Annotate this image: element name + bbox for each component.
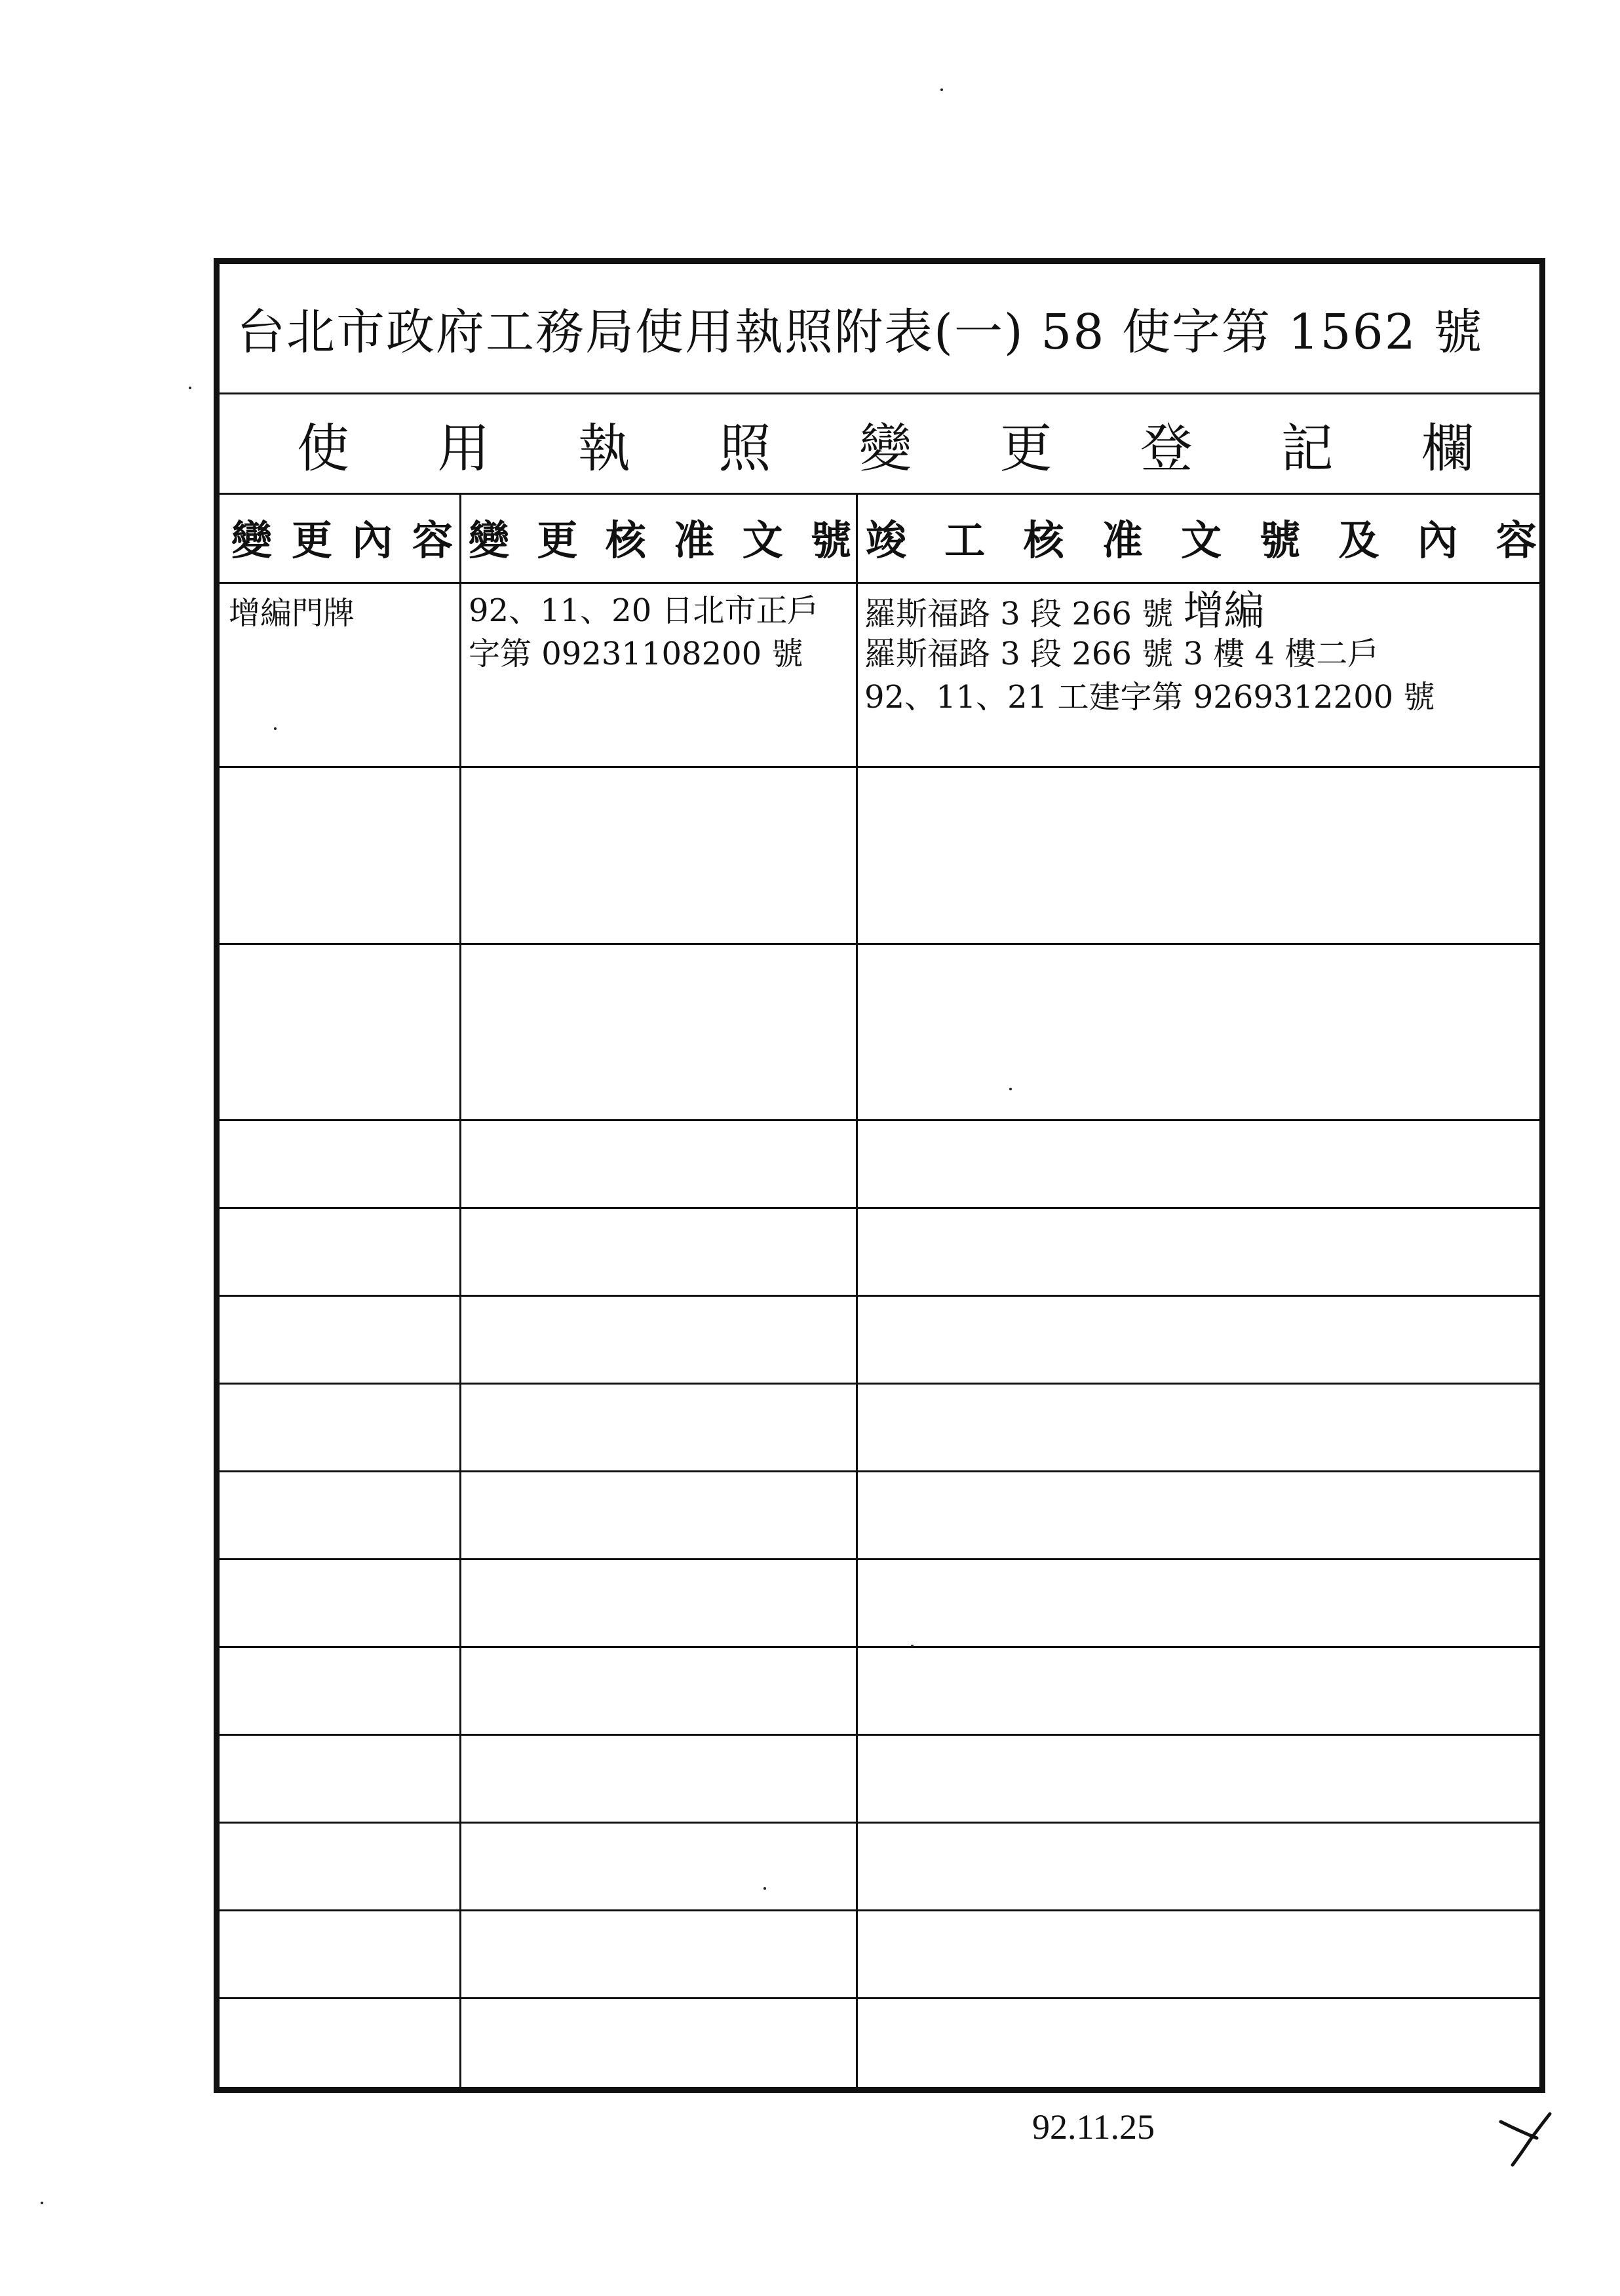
header-char: 變 [469, 516, 510, 564]
header-divider [220, 582, 1539, 584]
header-char: 工 [944, 516, 986, 564]
header-char: 竣 [866, 516, 907, 564]
entry-approval-no-line1: 92、11、20 日北市正戶 [469, 592, 819, 629]
handwritten-mark [1494, 2102, 1560, 2174]
header-char: 文 [742, 516, 783, 564]
entry-completion-line3: 92、11、21 工建字第 9269312200 號 [864, 679, 1435, 716]
row-divider [220, 1295, 1539, 1297]
header-char: 容 [1495, 516, 1537, 564]
column-divider [459, 493, 461, 2087]
scan-speck [911, 1645, 914, 1647]
entry-completion-line1 [864, 586, 1265, 636]
col-header-approval-no [466, 495, 854, 579]
row-divider [220, 1909, 1539, 1911]
row-divider [220, 1470, 1539, 1472]
header-char: 准 [1102, 516, 1143, 564]
row-divider [220, 1383, 1539, 1385]
subtitle-char: 用 [437, 417, 490, 479]
subtitle-char: 照 [718, 417, 771, 479]
header-char: 號 [1260, 516, 1301, 564]
subtitle-char: 登 [1140, 417, 1193, 479]
scan-speck [41, 2202, 43, 2204]
column-divider [856, 493, 858, 2087]
header-char: 更 [291, 516, 332, 564]
header-char: 容 [412, 516, 453, 564]
row-divider [220, 1119, 1539, 1121]
header-char: 核 [605, 516, 646, 564]
row-divider [220, 1997, 1539, 1999]
entry-completion-line2: 羅斯福路 3 段 266 號 3 樓 4 樓二戶 [864, 636, 1379, 672]
entry-approval-no-line2: 字第 09231108200 號 [469, 636, 803, 672]
row-divider [220, 943, 1539, 945]
subtitle-char: 執 [578, 417, 630, 479]
header-char: 內 [1417, 516, 1458, 564]
col-header-change-content [229, 495, 455, 579]
row-divider [220, 1558, 1539, 1560]
row-divider [220, 1207, 1539, 1209]
footer-date: 92.11.25 [1032, 2107, 1155, 2147]
scan-speck [1009, 1088, 1012, 1090]
row-divider [220, 766, 1539, 768]
header-char: 變 [231, 516, 273, 564]
usage-license-form [214, 258, 1545, 2093]
row-divider [220, 1646, 1539, 1648]
header-char: 文 [1180, 516, 1222, 564]
subtitle-char: 變 [859, 417, 912, 479]
subtitle-char: 更 [999, 417, 1052, 479]
row-divider [220, 1734, 1539, 1736]
header-char: 及 [1338, 516, 1379, 564]
header-char: 號 [810, 516, 851, 564]
entry-change-content: 增編門牌 [229, 595, 355, 632]
header-char: 內 [351, 516, 393, 564]
header-char: 核 [1023, 516, 1064, 564]
subtitle-char: 記 [1281, 417, 1334, 479]
scan-speck [274, 727, 277, 730]
completion-address: 羅斯福路 3 段 266 號 [864, 596, 1174, 632]
col-header-completion [862, 495, 1541, 579]
subtitle-char: 使 [297, 417, 349, 479]
scan-speck [940, 88, 943, 91]
scan-speck [189, 387, 191, 389]
row-divider [220, 1822, 1539, 1824]
scan-speck [763, 1887, 766, 1890]
header-char: 准 [674, 516, 715, 564]
form-title: 台北市政府工務局使用執照附表(一) 58 使字第 1562 號 [237, 304, 1484, 360]
completion-addition-note: 增編 [1183, 586, 1265, 634]
header-char: 更 [537, 516, 578, 564]
form-subtitle [220, 394, 1539, 493]
subtitle-char: 欄 [1421, 417, 1474, 479]
